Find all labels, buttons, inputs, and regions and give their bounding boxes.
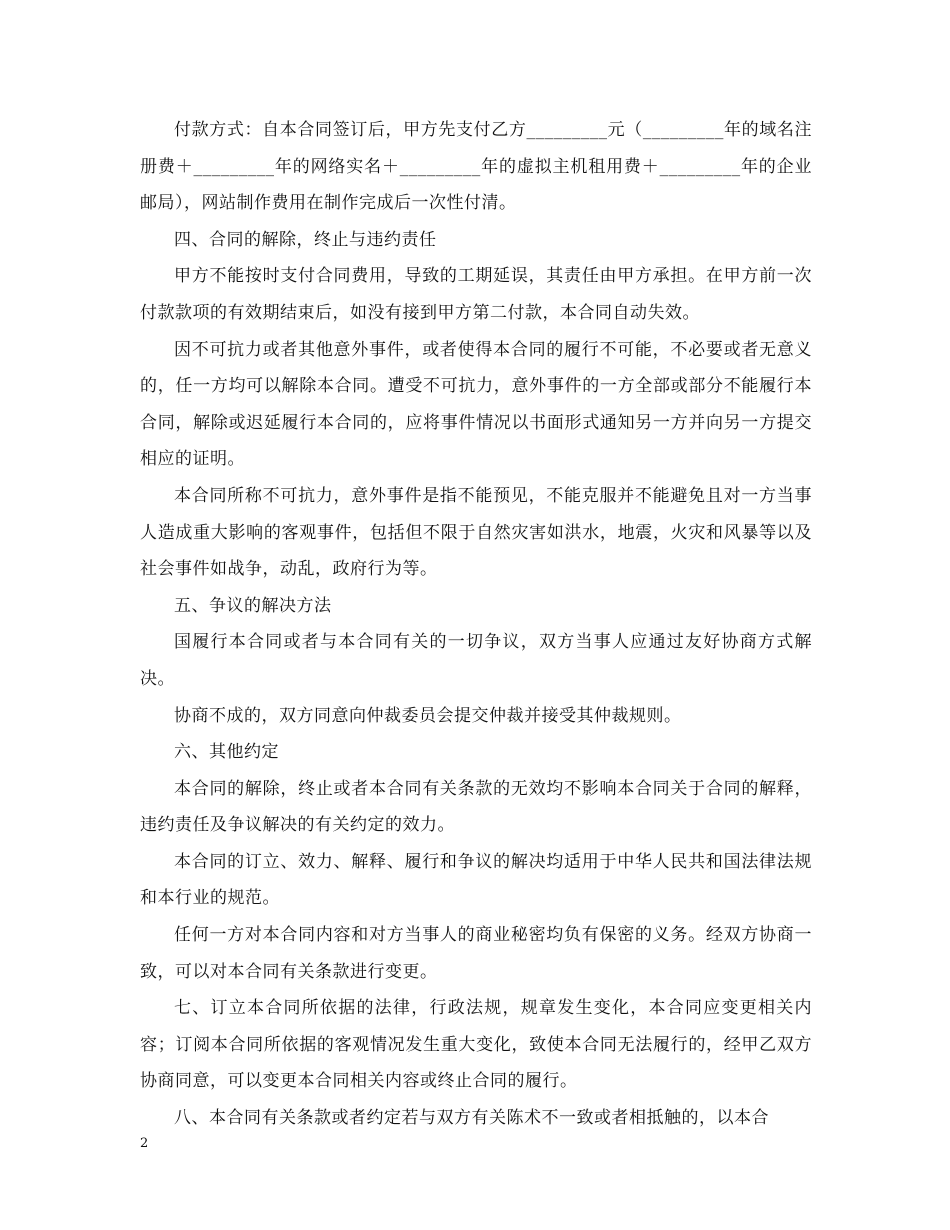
- section-seven-law-changes: 七、订立本合同所依据的法律，行政法规，规章发生变化，本合同应变更相关内容；订阅本合同所依据的客观情况发生重大变化，致使本合同无法履行的，经甲乙双方协商同意，可以变更本合同相关内容或终止合同的履行。: [140, 998, 812, 1092]
- section-heading-other-provisions: 六、其他约定: [174, 742, 279, 763]
- paragraph-arbitration: 协商不成的，双方同意向仲裁委员会提交仲裁并接受其仲裁规则。: [174, 705, 682, 726]
- paragraph-force-majeure-termination: 因不可抗力或者其他意外事件，或者使得本合同的履行不可能，不必要或者无意义的，任一方均可以解除本合同。遭受不可抗力，意外事件的一方全部或部分不能履行本合同，解除或迟延履行本合同的，应将事件情况以书面形式通知另一方并向另一方提交相应的证明。: [140, 339, 812, 470]
- paragraph-severability: 本合同的解除，终止或者本合同有关条款的无效均不影响本合同关于合同的解释，违约责任及争议解决的有关约定的效力。: [140, 778, 812, 836]
- page-number: 2: [140, 1136, 149, 1151]
- paragraph-force-majeure-definition: 本合同所称不可抗力，意外事件是指不能预见，不能克服并不能避免且对一方当事人造成重大影响的客观事件，包括但不限于自然灾害如洪水，地震，火灾和风暴等以及社会事件如战争，动乱，政府行为等。: [140, 485, 812, 580]
- document-body: [140, 112, 812, 1137]
- section-eight-conflicts: 八、本合同有关条款或者约定若与双方有关陈术不一致或者相抵触的，以本合: [174, 1108, 769, 1129]
- payment-terms-paragraph: 付款方式：自本合同签订后，甲方先支付乙方_________元（_________年的域名注册费＋_________年的网络实名＋_________年的虚拟主机租用费＋_________年的企业邮局），网站制作费用在制作完成后一次性付清。: [140, 120, 812, 214]
- paragraph-late-payment: 甲方不能按时支付合同费用，导致的工期延误，其责任由甲方承担。在甲方前一次付款款项的有效期结束后，如没有接到甲方第二付款，本合同自动失效。: [140, 266, 812, 323]
- paragraph-confidentiality: 任何一方对本合同内容和对方当事人的商业秘密均负有保密的义务。经双方协商一致，可以对本合同有关条款进行变更。: [140, 925, 812, 982]
- paragraph-governing-law: 本合同的订立、效力、解释、履行和争议的解决均适用于中华人民共和国法律法规和本行业的规范。: [140, 851, 812, 909]
- section-heading-termination: 四、合同的解除，终止与违约责任: [174, 229, 437, 250]
- section-heading-dispute-resolution: 五、争议的解决方法: [174, 595, 332, 616]
- paragraph-friendly-negotiation: 国履行本合同或者与本合同有关的一切争议，双方当事人应通过友好协商方式解决。: [140, 632, 812, 689]
